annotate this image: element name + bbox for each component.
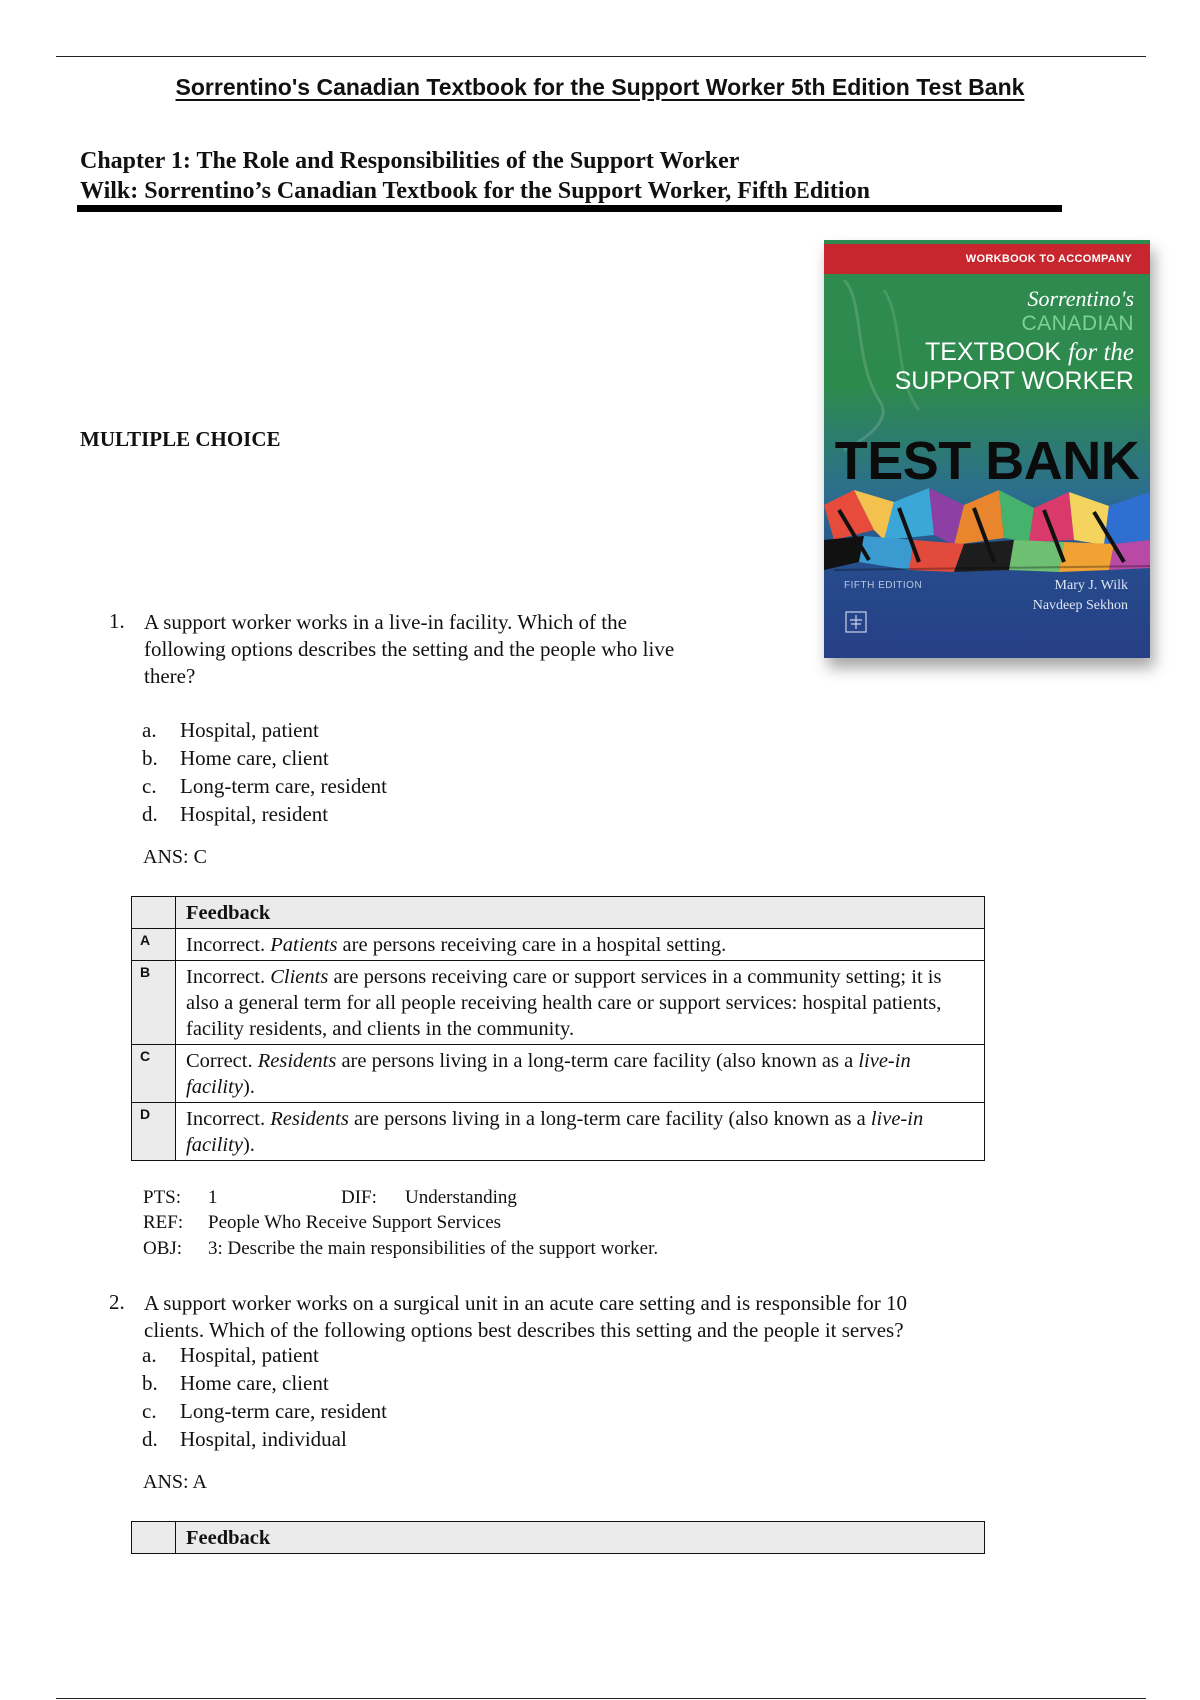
option-text: Long-term care, resident	[180, 774, 387, 798]
feedback-header: Feedback	[176, 1522, 985, 1554]
question-1-number: 1.	[109, 609, 125, 633]
feedback-rest: ).	[242, 1076, 255, 1098]
cover-edition: FIFTH EDITION	[844, 580, 923, 591]
option-letter: c.	[142, 1399, 157, 1423]
feedback-row-c	[132, 1045, 985, 1103]
feedback-middle: are persons living in a long-term care facility (also known as a	[336, 1050, 859, 1072]
option-letter: d.	[142, 1427, 158, 1451]
question-2-option-b	[142, 1371, 329, 1396]
question-2-option-c	[142, 1399, 387, 1424]
obj-label: OBJ:	[143, 1238, 183, 1259]
feedback-letter: A	[132, 929, 176, 961]
question-2-line: A support worker works on a surgical unit in an acute care setting and is responsible for 10	[144, 1291, 908, 1315]
feedback-term: Residents	[270, 1108, 349, 1130]
question-2-answer: ANS: A	[143, 1471, 207, 1493]
question-1-option-b	[142, 746, 329, 771]
option-letter: d.	[142, 802, 158, 826]
ref-label: REF:	[143, 1212, 184, 1233]
feedback-prefix: Incorrect.	[186, 934, 271, 956]
chapter-heading: Chapter 1: The Role and Responsibilities of the Support Worker	[80, 148, 740, 174]
feedback-letter: B	[132, 961, 176, 1045]
feedback-rest: are persons receiving care in a hospital setting.	[337, 934, 727, 956]
question-2-number: 2.	[109, 1290, 125, 1314]
option-text: Home care, client	[180, 746, 329, 770]
feedback-text	[176, 1103, 985, 1161]
option-text: Home care, client	[180, 1371, 329, 1395]
option-letter: b.	[142, 1371, 158, 1395]
feedback-header-row	[132, 1522, 985, 1554]
option-letter: c.	[142, 774, 157, 798]
dif-value: Understanding	[405, 1187, 517, 1208]
feedback-term: Clients	[270, 966, 329, 988]
bottom-rule	[56, 1698, 1146, 1699]
question-2-option-d	[142, 1427, 347, 1452]
question-1-text	[144, 609, 674, 690]
feedback-letter: D	[132, 1103, 176, 1161]
feedback-rest: are persons receiving care or support services in a community setting; it is also a general term for all people receiving health care or support services: hospital patients, facility residents, and clients in the community.	[186, 966, 942, 1040]
question-1-feedback-table	[131, 896, 985, 1161]
pts-value: 1	[208, 1187, 218, 1208]
section-heading: MULTIPLE CHOICE	[80, 427, 281, 451]
feedback-header-blank	[132, 1522, 176, 1554]
feedback-row-b	[132, 961, 985, 1045]
question-1-answer: ANS: C	[143, 846, 207, 868]
cover-textbook: TEXTBOOK	[924, 338, 1062, 366]
feedback-prefix: Incorrect.	[186, 1108, 271, 1130]
book-cover-image	[824, 240, 1150, 658]
question-1-line: A support worker works in a live-in facility. Which of the	[144, 610, 627, 634]
feedback-term-2: live-in facility	[186, 1050, 911, 1098]
option-letter: a.	[142, 1343, 157, 1367]
question-1-option-d	[142, 802, 328, 827]
feedback-header: Feedback	[176, 897, 985, 929]
question-1-option-c	[142, 774, 387, 799]
option-text: Hospital, resident	[180, 802, 329, 826]
cover-author-2: Navdeep Sekhon	[1032, 598, 1128, 613]
feedback-text	[176, 961, 985, 1045]
chapter-rule	[77, 205, 1062, 212]
feedback-term: Patients	[270, 934, 338, 956]
question-2-option-a	[142, 1343, 319, 1368]
cover-band-text: WORKBOOK TO ACCOMPANY	[965, 253, 1132, 265]
obj-value: 3: Describe the main responsibilities of the support worker.	[208, 1238, 659, 1259]
feedback-prefix: Incorrect.	[186, 966, 271, 988]
question-2-line: clients. Which of the following options best describes this setting and the people it serves?	[144, 1318, 904, 1342]
feedback-prefix: Correct.	[186, 1050, 258, 1072]
feedback-text	[176, 929, 985, 961]
question-1-line: following options describes the setting and the people who live	[144, 637, 675, 661]
option-letter: b.	[142, 746, 158, 770]
feedback-rest: ).	[242, 1134, 255, 1156]
feedback-text	[176, 1045, 985, 1103]
feedback-middle: are persons living in a long-term care facility (also known as a	[348, 1108, 871, 1130]
option-letter: a.	[142, 718, 157, 742]
pts-label: PTS:	[143, 1187, 182, 1208]
dif-label: DIF:	[341, 1187, 377, 1208]
publisher-tree-icon	[846, 612, 866, 632]
question-2-feedback-table	[131, 1521, 985, 1554]
top-rule	[56, 56, 1146, 57]
cover-test-bank-overlay: TEST BANK	[834, 431, 1140, 491]
source-heading: Wilk: Sorrentino’s Canadian Textbook for the Support Worker, Fifth Edition	[80, 178, 870, 204]
feedback-term: Residents	[257, 1050, 337, 1072]
question-1-line: there?	[144, 664, 196, 688]
feedback-letter: C	[132, 1045, 176, 1103]
cover-sorrentino: Sorrentino's	[1027, 286, 1134, 311]
feedback-header-blank	[132, 897, 176, 929]
cover-for-the: for the	[1068, 339, 1134, 366]
document-title: Sorrentino's Canadian Textbook for the Support Worker 5th Edition Test Bank	[175, 74, 1025, 100]
question-1-option-a	[142, 718, 319, 743]
feedback-term-2: live-in facility	[186, 1108, 924, 1156]
cover-support-worker: SUPPORT WORKER	[894, 367, 1134, 395]
feedback-row-a	[132, 929, 985, 961]
question-2-text	[144, 1290, 907, 1344]
cover-author-1: Mary J. Wilk	[1054, 578, 1128, 593]
feedback-row-d	[132, 1103, 985, 1161]
cover-canadian: CANADIAN	[1021, 312, 1134, 335]
option-text: Hospital, individual	[180, 1427, 347, 1451]
option-text: Hospital, patient	[180, 718, 319, 742]
ref-value: People Who Receive Support Services	[208, 1212, 502, 1233]
feedback-header-row	[132, 897, 985, 929]
option-text: Long-term care, resident	[180, 1399, 387, 1423]
option-text: Hospital, patient	[180, 1343, 319, 1367]
